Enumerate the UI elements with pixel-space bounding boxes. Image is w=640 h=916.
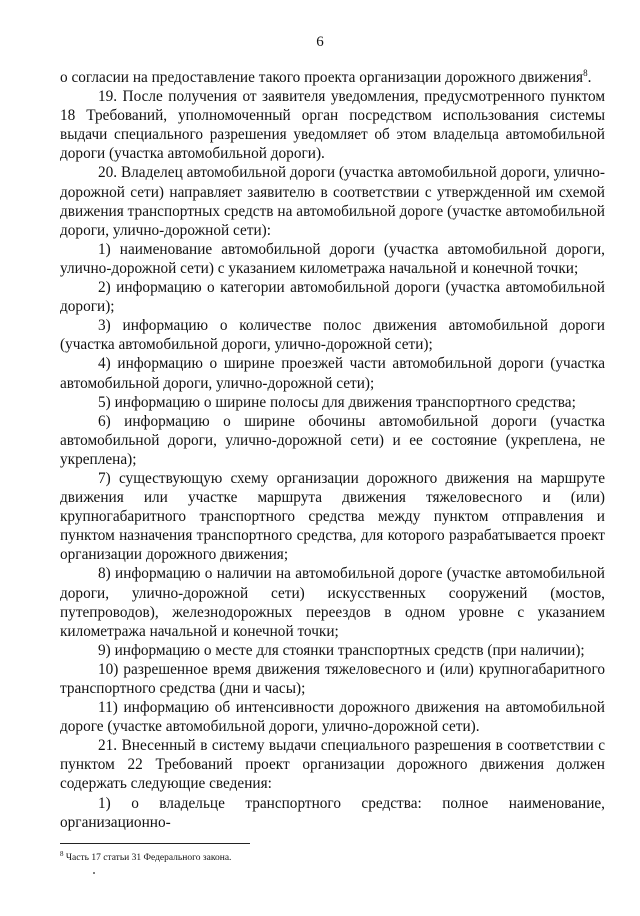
footnote: [60, 848, 605, 864]
footnote-reference: 8: [583, 67, 588, 78]
list-item-20-2: 2) информацию о категории автомобильной дороги (участка автомобильной дороги);: [60, 279, 605, 316]
paragraph-19: 19. После получения от заявителя уведомления, предусмотренного пунктом 18 Требований, уполномоченный орган посредством использования системы выдачи специального разрешения уведомляет об этом владельца автомобильной дороги (участка автомобильной дороги).: [60, 88, 605, 163]
page-number: 6: [316, 34, 324, 50]
list-item-21-1: 1) о владельце транспортного средства: полное наименование, организационно-: [60, 794, 605, 831]
paragraph-text: о согласии на предоставление такого проекта организации дорожного движения: [60, 69, 584, 86]
scan-speck: [93, 872, 95, 874]
list-item-20-3: 3) информацию о количестве полос движения автомобильной дороги (участка автомобильной дороги, улично-дорожной сети);: [60, 317, 605, 354]
footnote-mark: 8: [60, 850, 64, 858]
document-body: [60, 68, 605, 832]
list-item-20-5: 5) информацию о ширине полосы для движения транспортного средства;: [98, 393, 576, 411]
list-item-20-8: 8) информацию о наличии на автомобильной дороге (участке автомобильной дороги, улично-дорожной сети) искусственных сооружений (мостов, путепроводов), железнодорожных переездов в одном уровне с указанием километража начальной и конечной точки;: [60, 565, 605, 640]
list-item-20-6: 6) информацию о ширине обочины автомобильной дороги (участка автомобильной дороги, улично-дорожной сети) и ее состояние (укреплена, не укреплена);: [60, 412, 605, 468]
paragraph-20: 20. Владелец автомобильной дороги (участка автомобильной дороги, улично-дорожной сети) направляет заявителю в соответствии с утвержденной им схемой движения транспортных средств на автомобильной дороге (участке автомобильной дороги, улично-дорожной сети):: [60, 164, 605, 239]
footnote-divider: [60, 843, 250, 844]
list-item-20-4: 4) информацию о ширине проезжей части автомобильной дороги (участка автомобильной дороги, улично-дорожной сети);: [60, 355, 605, 392]
list-item-20-7: 7) существующую схему организации дорожного движения на маршруте движения или участке маршрута движения тяжеловесного и (или) крупногабаритного транспортного средства между пунктом отправления и пунктом назначения транспортного средства, для которого разрабатывается проект организации дорожного движения;: [60, 469, 605, 564]
list-item-20-10: 10) разрешенное время движения тяжеловесного и (или) крупногабаритного транспортного средства (дни и часы);: [60, 660, 605, 697]
footnote-text: Часть 17 статьи 31 Федерального закона.: [63, 853, 232, 864]
list-item-20-11: 11) информацию об интенсивности дорожного движения на автомобильной дороге (участке автомобильной дороги, улично-дорожной сети).: [60, 699, 605, 736]
list-item-20-9: 9) информацию о месте для стоянки транспортных средств (при наличии);: [98, 641, 585, 659]
paragraph-continuation: [60, 68, 605, 87]
list-item-20-1: 1) наименование автомобильной дороги (участка автомобильной дороги, улично-дорожной сети) с указанием километража начальной и конечной точки;: [60, 240, 605, 277]
paragraph-21: 21. Внесенный в систему выдачи специального разрешения в соответствии с пунктом 22 Требований проект организации дорожного движения должен содержать следующие сведения:: [60, 737, 605, 793]
paragraph-tail: .: [587, 69, 592, 86]
